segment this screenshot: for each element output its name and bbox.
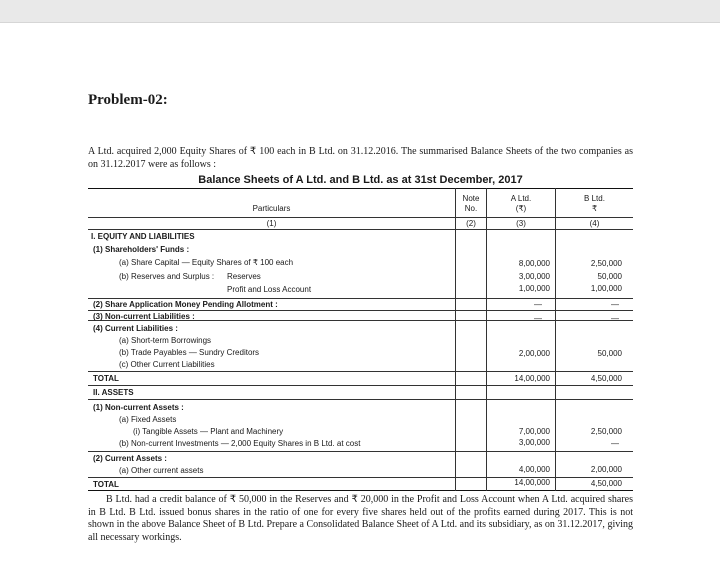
top-toolbar-strip [0, 0, 720, 22]
value-b-ltd: 50,000 [597, 349, 622, 358]
value-a-ltd: 1,00,000 [518, 284, 550, 293]
row-short-term-borrowings: (a) Short-term Borrowings [119, 336, 212, 345]
heading-shareholders-funds: (1) Shareholders' Funds : [93, 245, 190, 254]
value-b-ltd: 2,50,000 [590, 259, 622, 268]
row-reserves: Reserves [227, 272, 261, 281]
value-a-ltd: 7,00,000 [518, 427, 550, 436]
total-liabilities-label: TOTAL [93, 374, 119, 383]
row-trade-payables: (b) Trade Payables — Sundry Creditors [119, 348, 260, 357]
header-a-ltd: A Ltd. [510, 194, 532, 203]
heading-noncurrent-assets: (1) Non-current Assets : [93, 403, 184, 412]
row-noncurrent-investments: (b) Non-current Investments — 2,000 Equity Shares in B Ltd. at cost [119, 439, 361, 448]
row-divider [88, 399, 633, 400]
section-assets: II. ASSETS [93, 388, 134, 397]
header-col-number: (4) [589, 219, 600, 228]
header-b-ltd-unit: ₹ [591, 204, 598, 213]
heading-current-liabilities: (4) Current Liabilities : [93, 324, 178, 333]
total-b-ltd: 4,50,000 [590, 479, 622, 488]
row-reserves-surplus: (b) Reserves and Surplus : [119, 272, 215, 281]
table-title: Balance Sheets of A Ltd. and B Ltd. as at 31st December, 2017 [198, 174, 523, 186]
total-a-ltd: 14,00,000 [514, 374, 550, 383]
value-b-ltd: — [611, 300, 619, 309]
problem-title: Problem-02: [88, 92, 168, 108]
row-divider [88, 385, 633, 386]
value-a-ltd: — [534, 300, 542, 309]
value-a-ltd: 3,00,000 [518, 272, 550, 281]
heading-share-application-money: (2) Share Application Money Pending Allotment : [93, 300, 278, 309]
table-top-border [88, 188, 633, 189]
value-b-ltd: 2,00,000 [590, 465, 622, 474]
value-b-ltd: 2,50,000 [590, 427, 622, 436]
heading-noncurrent-liabilities: (3) Non-current Liabilities : [93, 312, 195, 321]
header-col-number: (1) [266, 219, 277, 228]
row-divider [88, 310, 633, 311]
heading-current-assets: (2) Current Assets : [93, 454, 167, 463]
intro-paragraph: A Ltd. acquired 2,000 Equity Shares of ₹ 100 each in B Ltd. on 31.12.2016. The summarised Balance Sheets of the two companies as on 31.12.2017 were as follows : [88, 146, 633, 170]
value-a-ltd: 2,00,000 [518, 349, 550, 358]
header-note: Note [462, 194, 480, 203]
total-b-ltd: 4,50,000 [590, 374, 622, 383]
row-other-current-assets: (a) Other current assets [119, 466, 204, 475]
value-a-ltd: 4,00,000 [518, 465, 550, 474]
value-b-ltd: — [611, 439, 619, 448]
value-a-ltd: 3,00,000 [518, 438, 550, 447]
header-particulars: Particulars [252, 204, 291, 213]
row-divider [88, 298, 633, 299]
row-share-capital: (a) Share Capital — Equity Shares of ₹ 100 each [119, 258, 294, 267]
section-equity-liabilities: I. EQUITY AND LIABILITIES [91, 232, 195, 241]
row-divider [88, 371, 633, 372]
row-divider [88, 477, 633, 478]
value-a-ltd: 8,00,000 [518, 259, 550, 268]
row-fixed-assets: (a) Fixed Assets [119, 415, 177, 424]
row-divider [88, 451, 633, 452]
header-divider [88, 217, 633, 218]
row-profit-loss: Profit and Loss Account [227, 285, 312, 294]
header-col-number: (3) [516, 219, 526, 228]
total-assets-label: TOTAL [93, 480, 119, 489]
header-note-no: No. [464, 204, 478, 213]
table-bottom-border [88, 490, 633, 491]
row-tangible-assets: (i) Tangible Assets — Plant and Machinery [133, 427, 284, 436]
value-b-ltd: 50,000 [597, 272, 622, 281]
toolbar-divider [0, 22, 720, 23]
total-a-ltd: 14,00,000 [514, 478, 550, 487]
balance-sheet-table [88, 188, 633, 491]
footer-paragraph: B Ltd. had a credit balance of ₹ 50,000 in the Reserves and ₹ 20,000 in the Profit and Loss Account when A Ltd. acquired shares in B Ltd. B Ltd. issued bonus shares in the ratio of one for every five shares held out of the profits earned during 2017. This is not shown in the above Balance Sheet of B Ltd. Prepare a Consolidated Balance Sheet of A Ltd. and its subsidiary, as on 31.12.2017, giving all necessary workings. [88, 494, 633, 543]
column-divider [455, 188, 456, 491]
header-bottom-border [88, 229, 633, 230]
value-a-ltd: — [534, 314, 542, 323]
value-b-ltd: — [611, 314, 619, 323]
row-other-current-liabilities: (c) Other Current Liabilities [119, 360, 215, 369]
header-b-ltd: B Ltd. [584, 194, 605, 203]
header-a-ltd-unit: (₹) [515, 204, 527, 213]
header-col-number: (2) [466, 219, 476, 228]
value-b-ltd: 1,00,000 [590, 284, 622, 293]
